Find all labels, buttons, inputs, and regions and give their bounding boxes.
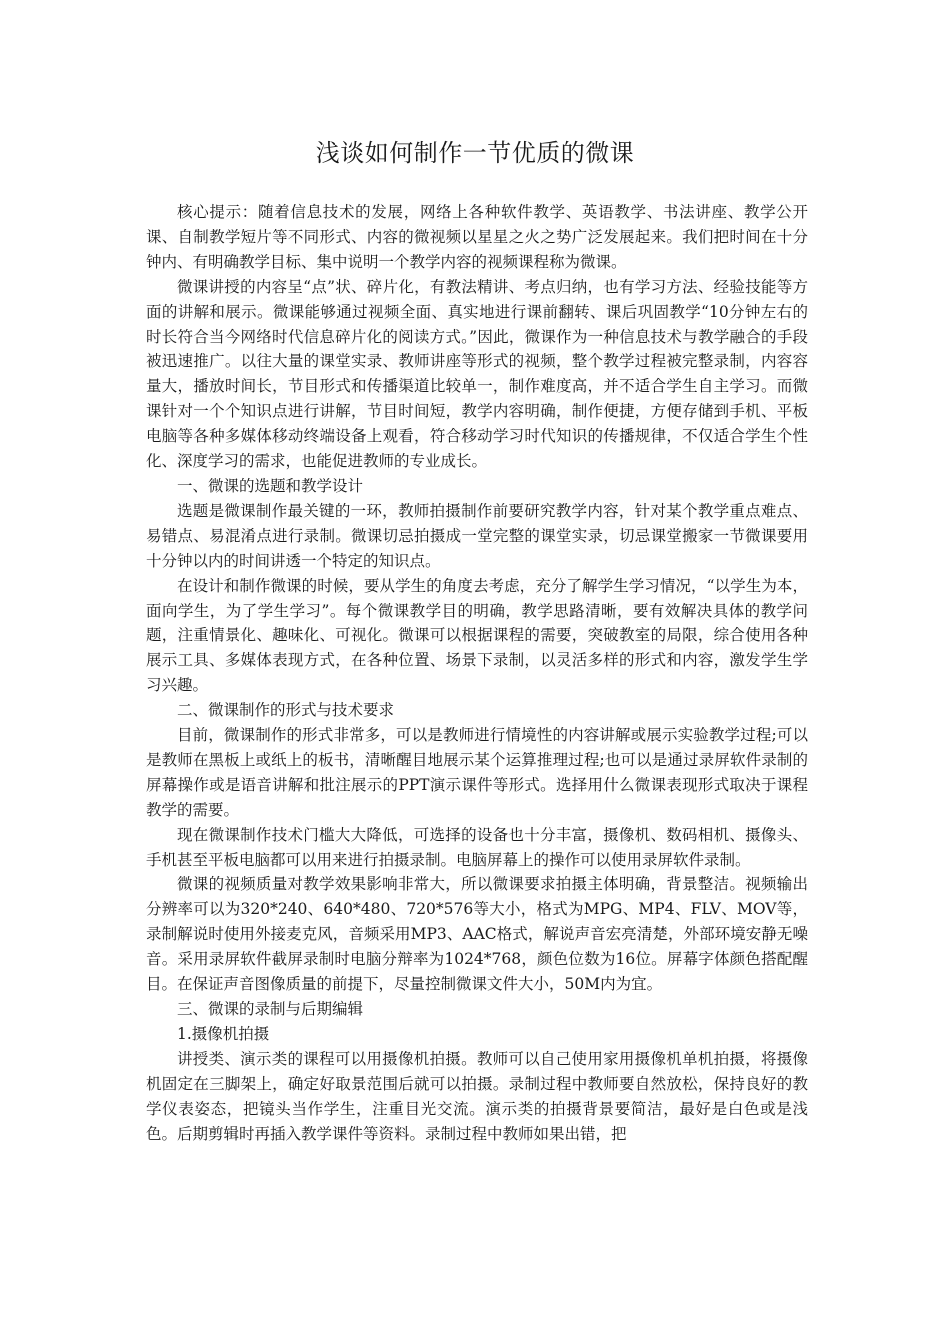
section-heading-2: 二、微课制作的形式与技术要求: [177, 701, 395, 720]
paragraph: 目前，微课制作的形式非常多，可以是教师进行情境性的内容讲解或展示实验教学过程;可以是教师在黑板上或纸上的板书，清晰醒目地展示某个运算推理过程;也可以是通过录屏软件录制的屏幕操作或是语音讲解和批注展示的PPT演示课件等形式。选择用什么微课表现形式取决于课程教学的需要。: [146, 726, 808, 819]
paragraph: 讲授类、演示类的课程可以用摄像机拍摄。教师可以自己使用家用摄像机单机拍摄，将摄像机固定在三脚架上，确定好取景范围后就可以拍摄。录制过程中教师要自然放松，保持良好的教学仪表姿态，把镜头当作学生，注重目光交流。演示类的拍摄背景要简洁，最好是白色或是浅色。后期剪辑时再插入教学课件等资料。录制过程中教师如果出错，把: [146, 1049, 808, 1143]
section-heading-1: 一、微课的选题和教学设计: [177, 476, 364, 495]
paragraph-summary: 核心提示：随着信息技术的发展，网络上各种软件教学、英语教学、书法讲座、教学公开课、自制教学短片等不同形式、内容的微视频以星星之火之势广泛发展起来。我们把时间在十分钟内、有明确教学目标、集中说明一个教学内容的视频课程称为微课。: [146, 203, 808, 271]
subsection-heading-1: 1.摄像机拍摄: [177, 1024, 270, 1043]
paragraph-intro: 微课讲授的内容呈“点”状、碎片化，有教法精讲、考点归纳，也有学习方法、经验技能等方面的讲解和展示。微课能够通过视频全面、真实地进行课前翻转、课后巩固教学“10分钟左右的时长符合当今网络时代信息碎片化的阅读方式。”因此，微课作为一种信息技术与教学融合的手段被迅速推广。以往大量的课堂实录、教师讲座等形式的视频，整个教学过程被完整录制，内容容量大，播放时间长，节目形式和传播渠道比较单一，制作难度高，并不适合学生自主学习。而微课针对一个个知识点进行讲解，节目时间短，教学内容明确，制作便捷，方便存储到手机、平板电脑等各种多媒体移动终端设备上观看，符合移动学习时代知识的传播规律，不仅适合学生个性化、深度学习的需求，也能促进教师的专业成长。: [146, 277, 808, 471]
document-title: 浅谈如何制作一节优质的微课: [315, 139, 635, 167]
paragraph: 在设计和制作微课的时候，要从学生的角度去考虑，充分了解学生学习情况，“以学生为本，面向学生，为了学生学习”。每个微课教学目的明确，教学思路清晰，要有效解决具体的教学问题，注重情景化、趣味化、可视化。微课可以根据课程的需要，突破教室的局限，综合使用各种展示工具、多媒体表现方式，在各种位置、场景下录制，以灵活多样的形式和内容，激发学生学习兴趣。: [146, 576, 808, 695]
paragraph: 现在微课制作技术门槛大大降低，可选择的设备也十分丰富，摄像机、数码相机、摄像头、手机甚至平板电脑都可以用来进行拍摄录制。电脑屏幕上的操作可以使用录屏软件录制。: [146, 825, 808, 869]
document-body: [146, 200, 808, 1146]
section-heading-3: 三、微课的录制与后期编辑: [177, 1000, 364, 1018]
paragraph: 选题是微课制作最关键的一环，教师拍摄制作前要研究教学内容，针对某个教学重点难点、易错点、易混淆点进行录制。微课切忌拍摄成一堂完整的课堂实录，切忌课堂搬家一节微课要用十分钟以内的时间讲透一个特定的知识点。: [146, 501, 808, 570]
paragraph: 微课的视频质量对教学效果影响非常大，所以微课要求拍摄主体明确，背景整洁。视频输出分辨率可以为320*240、640*480、720*576等大小，格式为MPG、MP4、FLV、MOV等，录制解说时使用外接麦克风，音频采用MP3、AAC格式，解说声音宏亮清楚，外部环境安静无噪音。采用录屏软件截屏录制时电脑分辩率为1024*768，颜色位数为16位。屏幕字体颜色搭配醒目。在保证声音图像质量的前提下，尽量控制微课文件大小，50M内为宜。: [146, 875, 808, 994]
